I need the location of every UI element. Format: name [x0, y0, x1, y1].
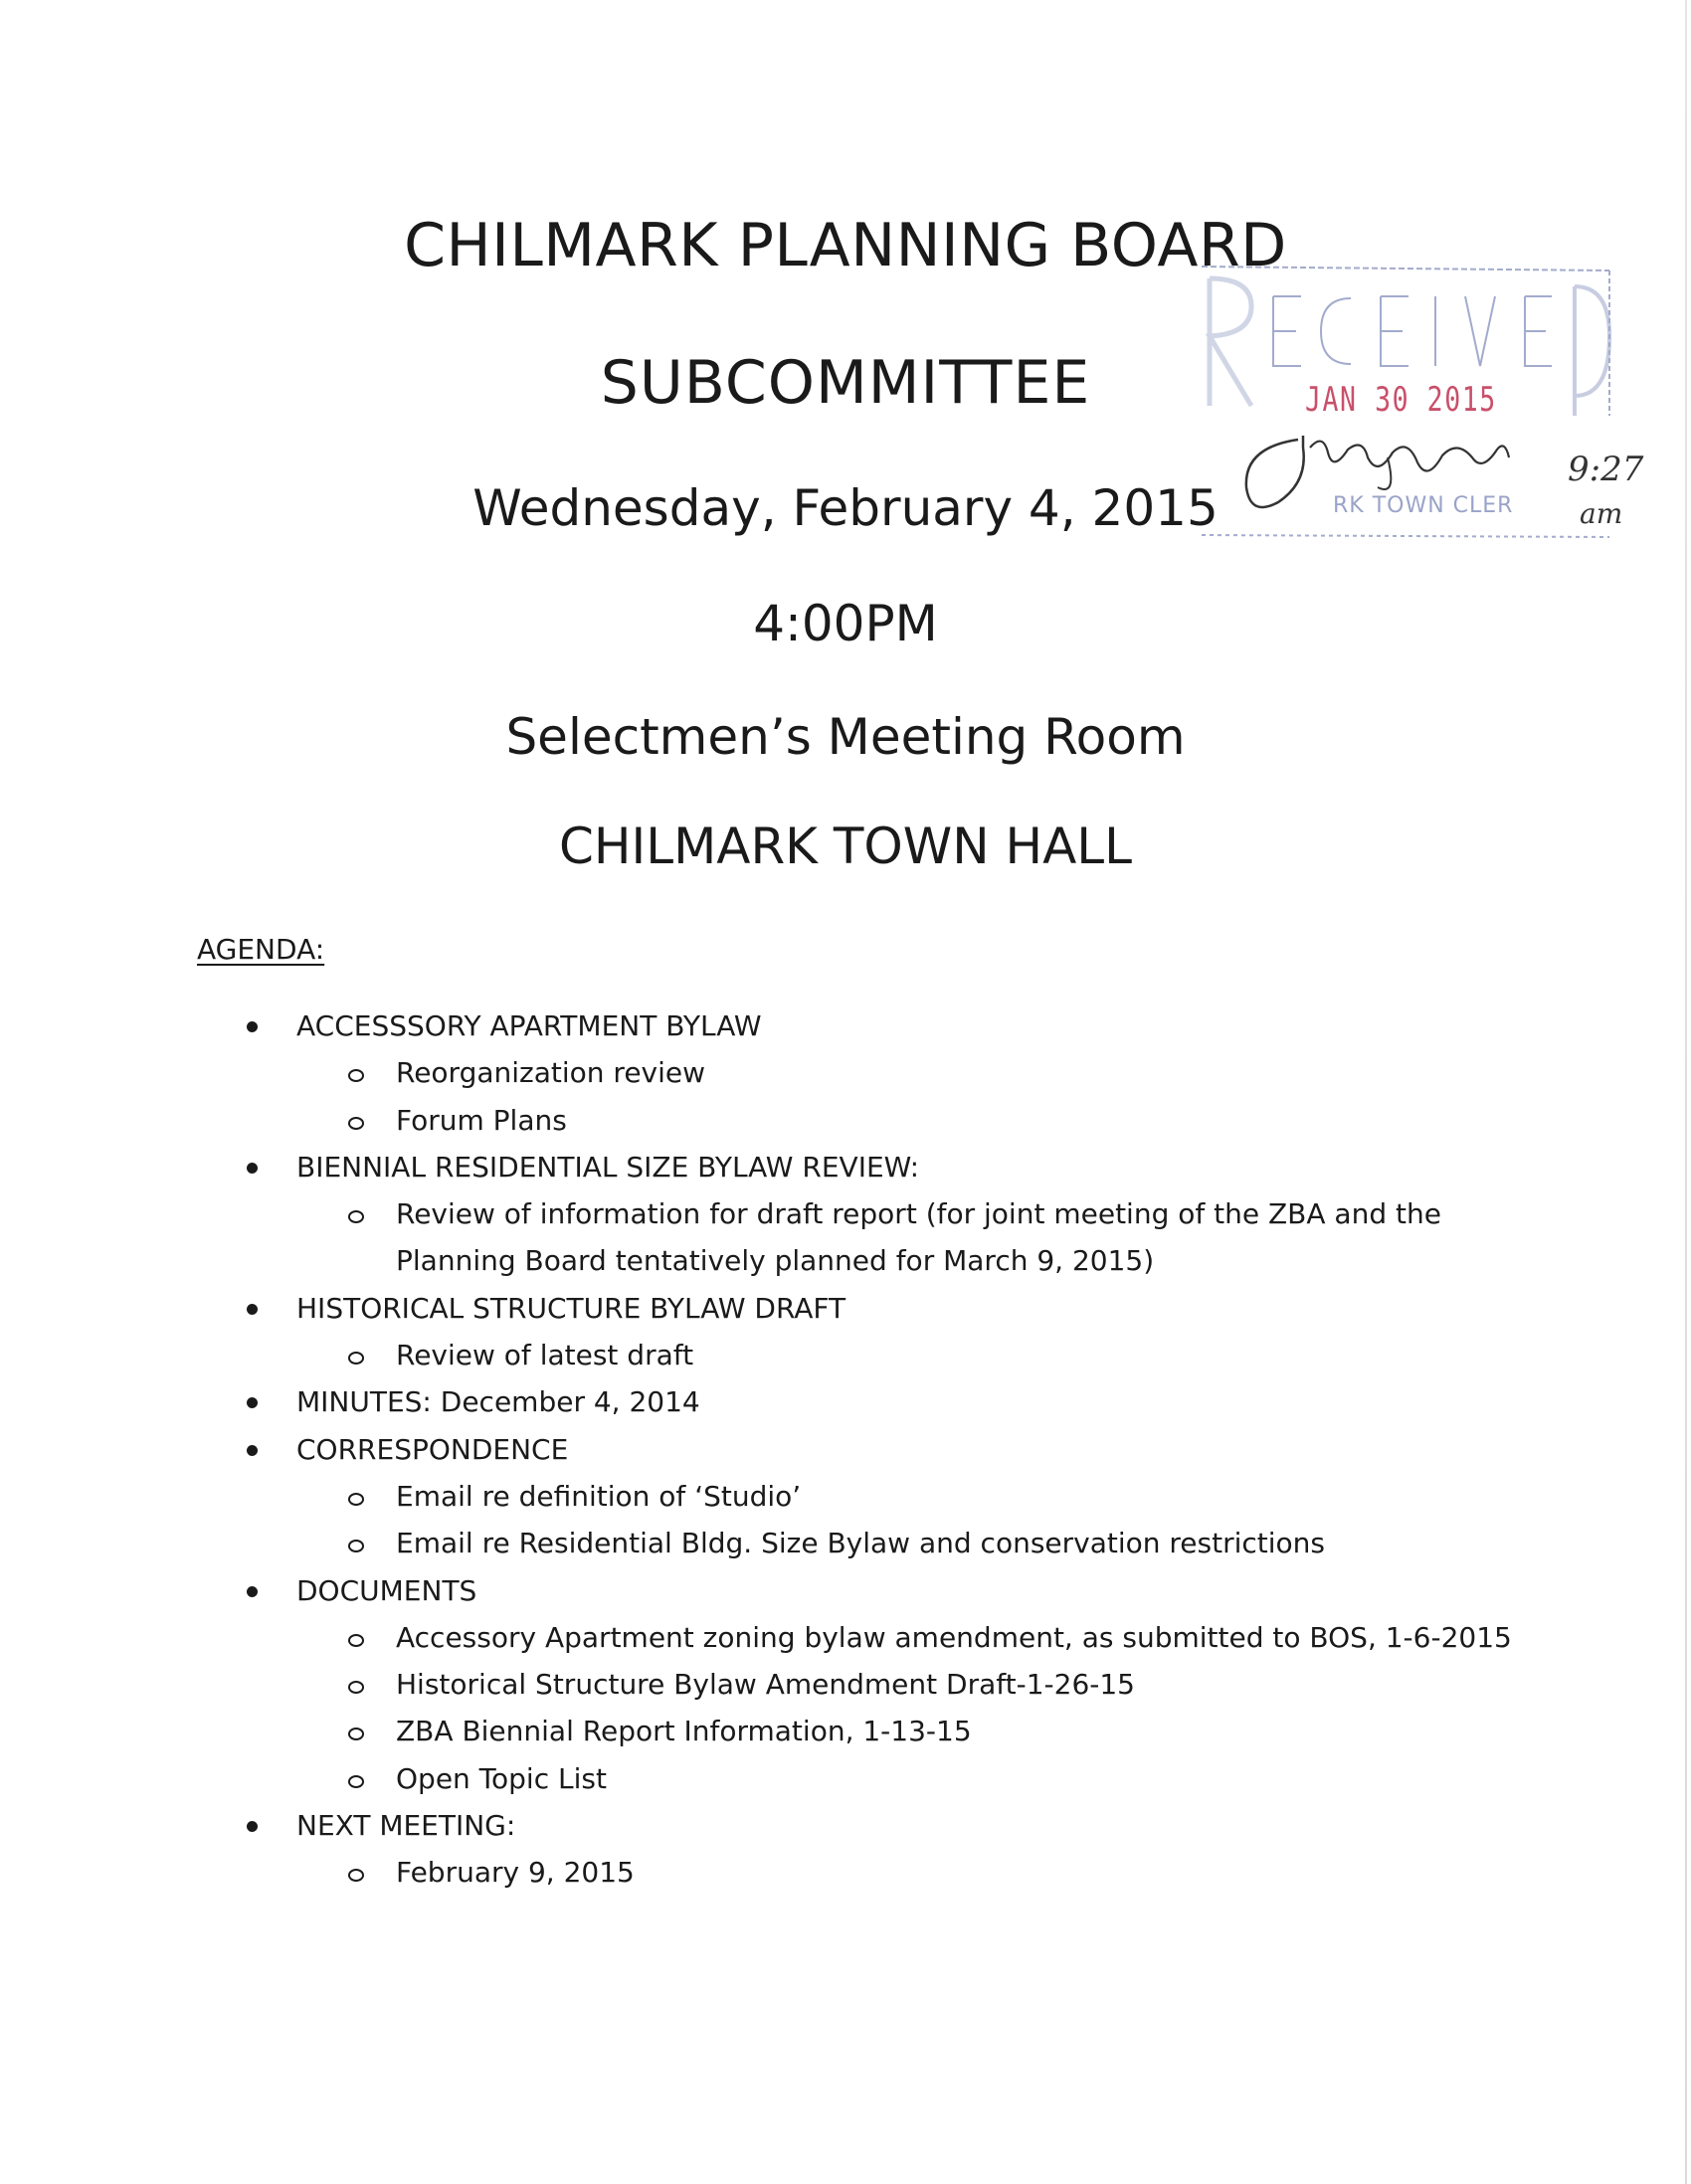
agenda-subitem [0, 1097, 1691, 1144]
agenda-item-text: BIENNIAL RESIDENTIAL SIZE BYLAW REVIEW: [296, 1150, 920, 1183]
circle-bullet-icon [348, 1869, 364, 1882]
agenda-item-text: ACCESSSORY APARTMENT BYLAW [296, 1009, 762, 1042]
agenda-list [0, 1002, 1691, 1897]
circle-bullet-icon [348, 1775, 364, 1788]
circle-bullet-icon [348, 1352, 364, 1365]
meeting-date: Wednesday, February 4, 2015 [472, 479, 1219, 537]
agenda-label: AGENDA: [197, 933, 325, 966]
title-line-2: SUBCOMMITTEE [600, 348, 1091, 418]
circle-bullet-icon [348, 1728, 364, 1740]
agenda-item-text: NEXT MEETING: [296, 1809, 516, 1843]
bullet-icon [247, 1397, 258, 1408]
circle-bullet-icon [348, 1681, 364, 1694]
agenda-subitem-text: Historical Structure Bylaw Amendment Draft-1-26-15 [396, 1668, 1135, 1702]
agenda-item [0, 1144, 1691, 1190]
circle-bullet-icon [348, 1540, 364, 1552]
bullet-icon [247, 1445, 258, 1456]
agenda-subitem-text: Review of latest draft [396, 1339, 694, 1372]
bullet-icon [247, 1304, 258, 1315]
bullet-icon [247, 1021, 258, 1032]
agenda-subitem-text: Open Topic List [396, 1761, 607, 1795]
circle-bullet-icon [348, 1069, 364, 1082]
stamp-date: JAN 30 2015 [1305, 380, 1497, 420]
agenda-subitem [0, 1755, 1691, 1802]
agenda-subitem-text: Email re Residential Bldg. Size Bylaw and conservation restrictions [396, 1527, 1326, 1560]
agenda-subitem-text: Review of information for draft report (for joint meeting of the ZBA and the Planning Board tentatively planned for March 9, 2015) [396, 1197, 1441, 1278]
agenda-subitem [0, 1849, 1691, 1896]
circle-bullet-icon [348, 1117, 364, 1130]
stamp-time: 9:27 [1568, 450, 1644, 489]
agenda-subitem-text: ZBA Biennial Report Information, 1-13-15 [396, 1715, 972, 1748]
meeting-location: CHILMARK TOWN HALL [558, 818, 1133, 875]
agenda-subitem [0, 1520, 1691, 1566]
agenda-item [0, 1378, 1691, 1425]
agenda-item-text: MINUTES: December 4, 2014 [296, 1385, 700, 1419]
bullet-icon [247, 1821, 258, 1832]
agenda-subitem [0, 1332, 1691, 1378]
agenda-subitem-text: Forum Plans [396, 1103, 567, 1137]
stamp-clerk-text: RK TOWN CLER [1333, 493, 1514, 518]
agenda-subitem [0, 1049, 1691, 1096]
agenda-item [0, 1002, 1691, 1049]
agenda-subitem [0, 1190, 1450, 1285]
agenda-item-text: DOCUMENTS [296, 1573, 477, 1607]
agenda-item [0, 1567, 1691, 1614]
agenda-subitem-text: February 9, 2015 [396, 1856, 635, 1890]
bullet-icon [247, 1163, 258, 1174]
agenda-subitem-text: Email re definition of ‘Studio’ [396, 1479, 802, 1513]
agenda-subitem [0, 1473, 1691, 1520]
circle-bullet-icon [348, 1493, 364, 1506]
title-line-1: CHILMARK PLANNING BOARD [404, 211, 1287, 280]
handwritten-signature [1238, 428, 1577, 527]
agenda-item [0, 1285, 1691, 1332]
agenda-item-text: HISTORICAL STRUCTURE BYLAW DRAFT [296, 1291, 846, 1325]
agenda-subitem [0, 1661, 1691, 1708]
agenda-item [0, 1426, 1691, 1473]
circle-bullet-icon [348, 1210, 364, 1223]
agenda-subitem-text: Accessory Apartment zoning bylaw amendment, as submitted to BOS, 1-6-2015 [396, 1620, 1512, 1654]
agenda-item-text: CORRESPONDENCE [296, 1432, 569, 1466]
meeting-room: Selectmen’s Meeting Room [505, 708, 1186, 766]
stamp-meridiem: am [1580, 497, 1623, 530]
agenda-item [0, 1802, 1691, 1849]
agenda-subitem [0, 1708, 1691, 1754]
agenda-subitem [0, 1614, 1691, 1661]
meeting-time: 4:00PM [753, 595, 938, 652]
circle-bullet-icon [348, 1634, 364, 1647]
agenda-subitem-text: Reorganization review [396, 1056, 706, 1090]
bullet-icon [247, 1586, 258, 1597]
